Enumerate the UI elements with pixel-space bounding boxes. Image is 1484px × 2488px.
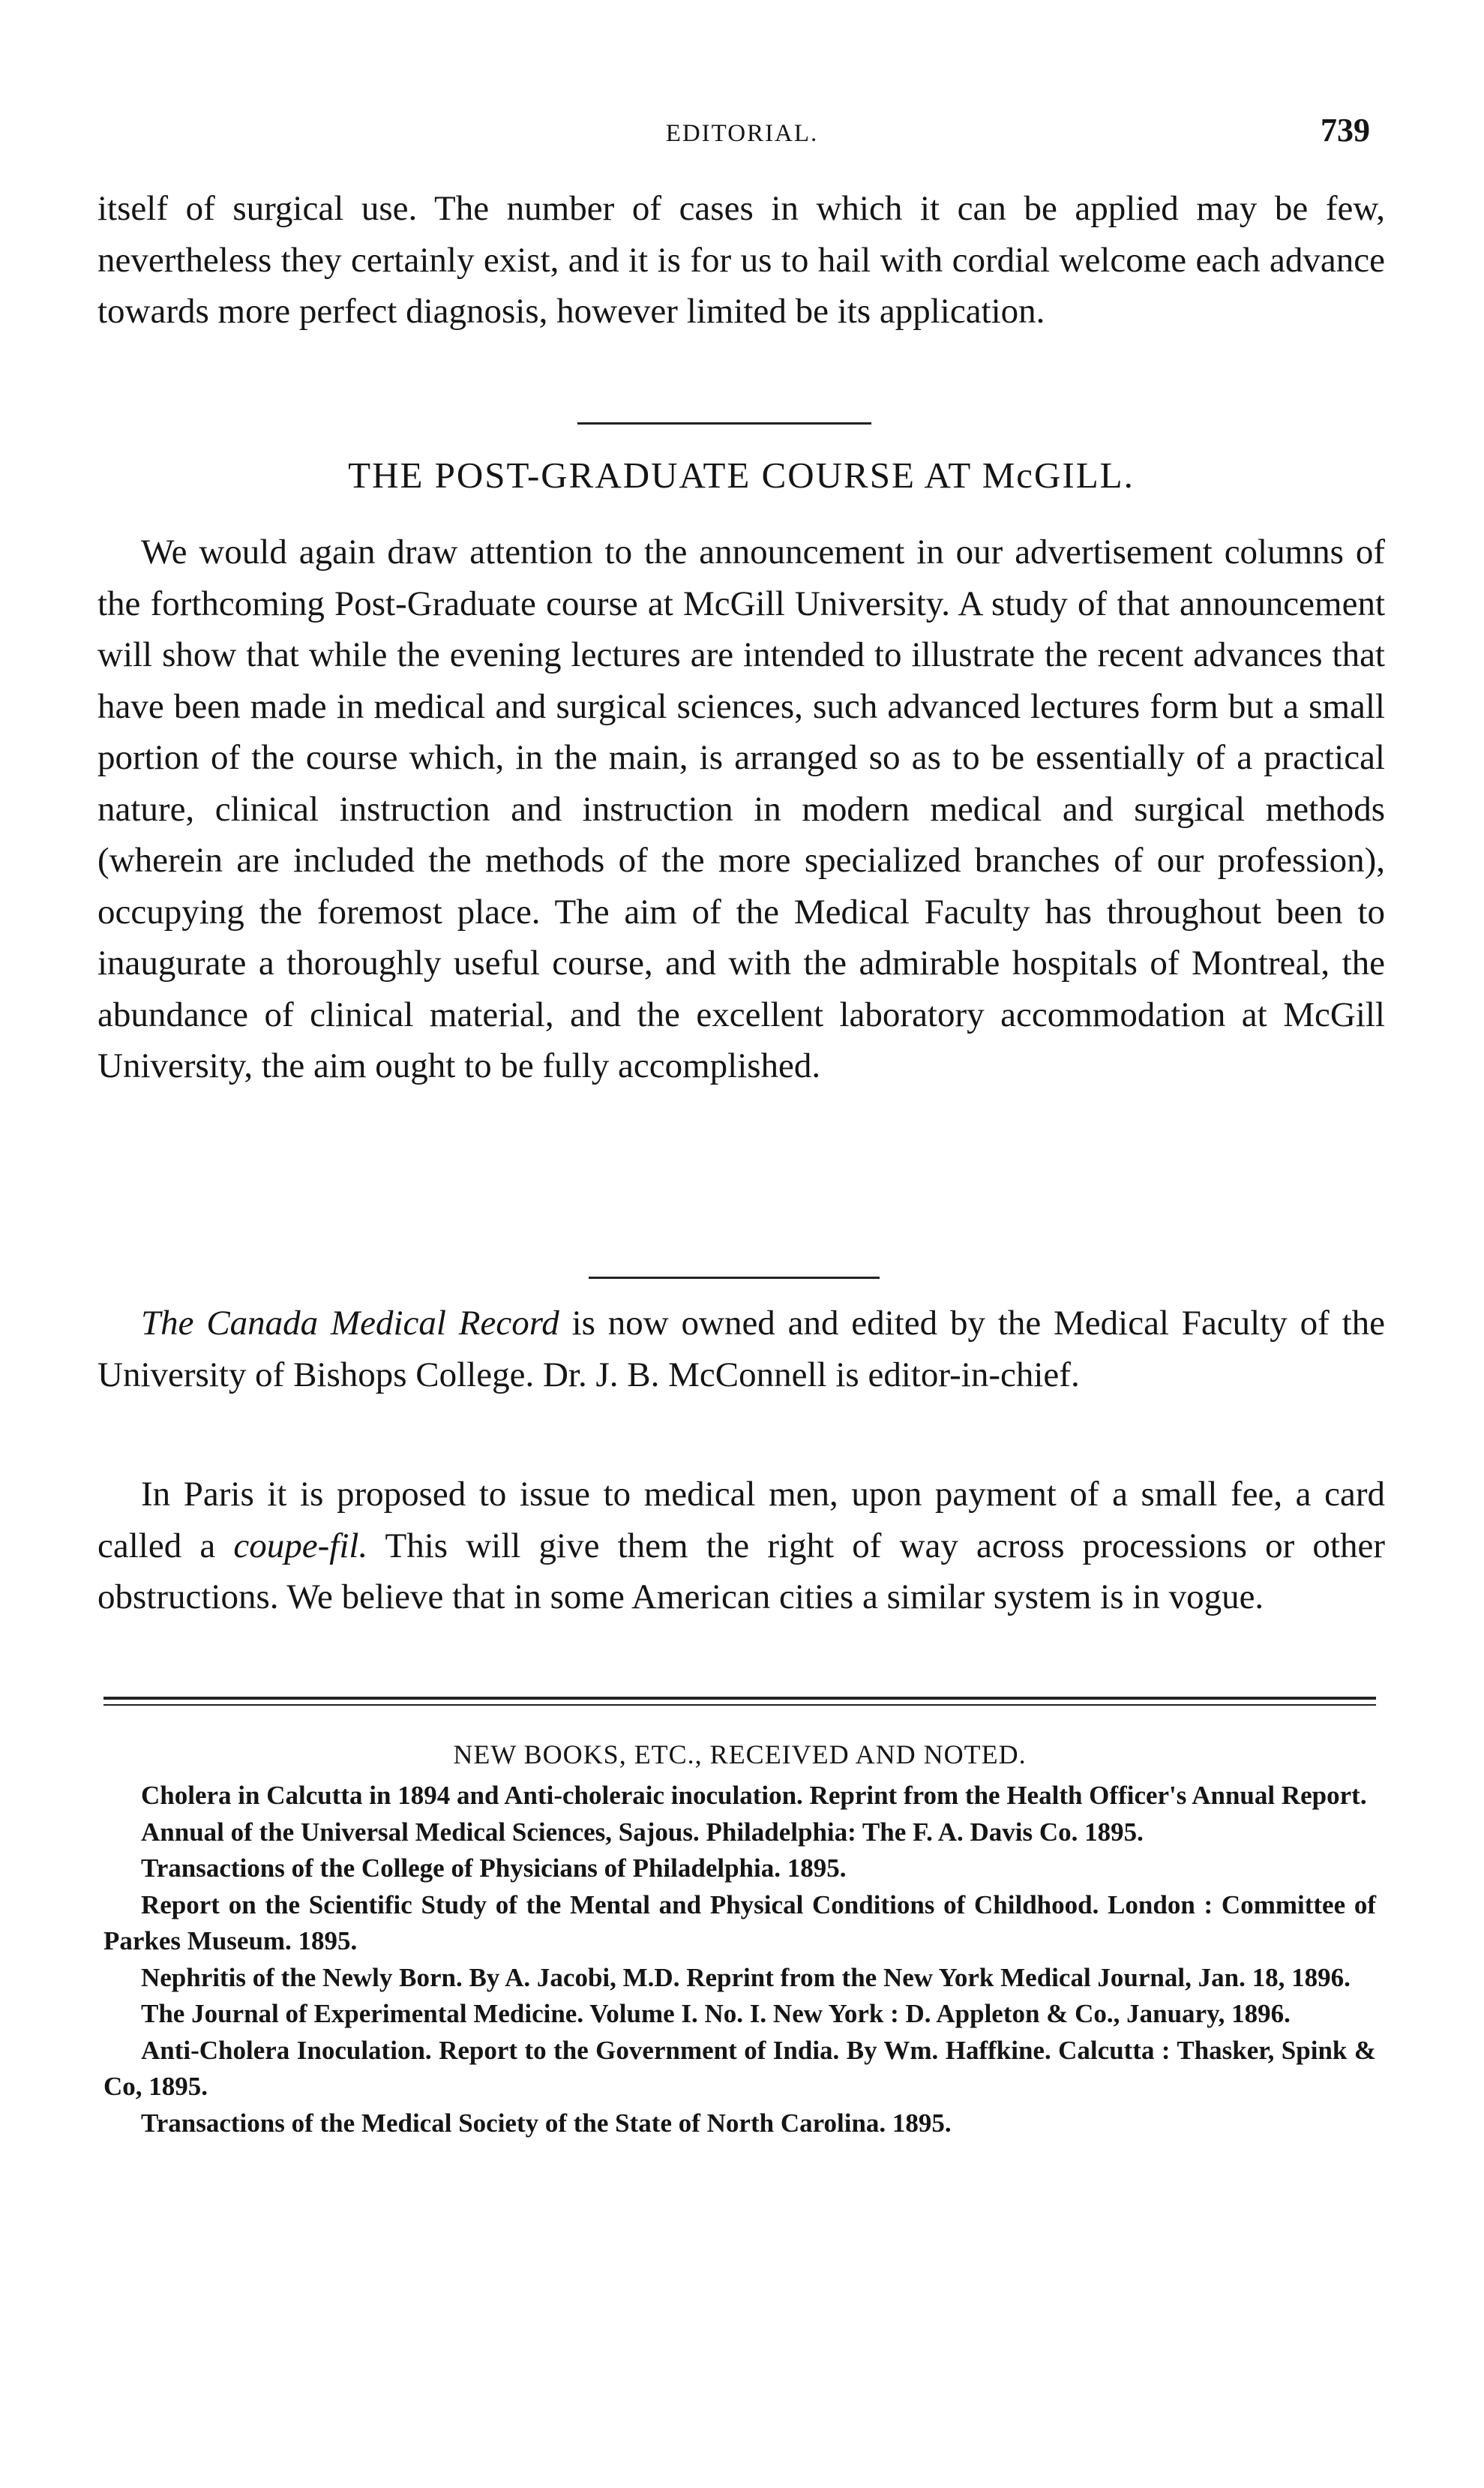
journal-title: The Canada Medical Record: [141, 1304, 559, 1343]
coupe-fil-term: coupe-fil.: [233, 1526, 368, 1565]
running-head: EDITORIAL.: [665, 120, 819, 147]
book-entry: Anti-Cholera Inoculation. Report to the Government of India. By Wm. Haffkine. Calcutta : Thasker, Spink & Co, 1895.: [103, 2035, 1376, 2101]
book-entry: Cholera in Calcutta in 1894 and Anti-choleraic inoculation. Reprint from the Health Officer's Annual Report.: [141, 1781, 1367, 1810]
paris-notice-paragraph: [97, 1469, 1385, 1623]
record-notice-text: is now owned and edited by the Medical Faculty of the University of Bishops College. Dr. J. B. McConnell is editor-in-chief.: [97, 1304, 1385, 1394]
section-divider: [589, 1277, 880, 1279]
paris-notice-text-before: In Paris it is proposed to issue to medical men, upon payment of a small fee, a card called a: [97, 1475, 1385, 1565]
books-heading: NEW BOOKS, ETC., RECEIVED AND NOTED.: [453, 1739, 1027, 1769]
page-header: [103, 111, 1381, 156]
book-entry: Annual of the Universal Medical Sciences, Sajous. Philadelphia: The F. A. Davis Co. 1895.: [141, 1817, 1144, 1847]
books-list: [103, 1778, 1376, 2141]
section-title: THE POST-GRADUATE COURSE AT McGILL.: [348, 455, 1135, 496]
page-number: 739: [1321, 112, 1370, 149]
paris-notice-text-after: This will give them the right of way across processions or other obstructions. We believe that in some American cities a similar system is in vogue.: [97, 1526, 1385, 1616]
double-rule-divider: [103, 1697, 1376, 1706]
book-entry: Report on the Scientific Study of the Mental and Physical Conditions of Childhood. London : Committee of Parkes Museum. 1895.: [103, 1889, 1376, 1955]
book-entry: Nephritis of the Newly Born. By A. Jacobi, M.D. Reprint from the New York Medical Journal, Jan. 18, 1896.: [141, 1962, 1351, 1992]
postgrad-paragraph: We would again draw attention to the announcement in our advertisement columns of the forthcoming Post-Graduate course at McGill University. A study of that announcement will show that while the evening lectures are intended to illustrate the recent advances that have been made in medical and surgical sciences, such advanced lectures form but a small portion of the course which, in the main, is arranged so as to be essentially of a practical nature, clinical instruction and instruction in modern medical and surgical methods (wherein are included the methods of the more specialized branches of our profession), occupying the foremost place. The aim of the Medical Faculty has throughout been to inaugurate a thoroughly useful course, and with the admirable hospitals of Montreal, the abundance of clinical material, and the excellent laboratory accommodation at McGill University, the aim ought to be fully accomplished.: [97, 533, 1385, 1085]
intro-paragraph: itself of surgical use. The number of cases in which it can be applied may be few, nevertheless they certainly exist, and it is for us to hail with cordial welcome each advance towards more perfect diagnosis, however limited be its application.: [97, 189, 1385, 331]
section-divider: [577, 422, 871, 425]
record-notice-paragraph: [97, 1298, 1385, 1400]
book-entry: Transactions of the College of Physicians of Philadelphia. 1895.: [141, 1853, 847, 1883]
book-entry: Transactions of the Medical Society of the State of North Carolina. 1895.: [141, 2108, 952, 2138]
book-entry: The Journal of Experimental Medicine. Volume I. No. I. New York : D. Appleton & Co., January, 1896.: [141, 1999, 1291, 2028]
